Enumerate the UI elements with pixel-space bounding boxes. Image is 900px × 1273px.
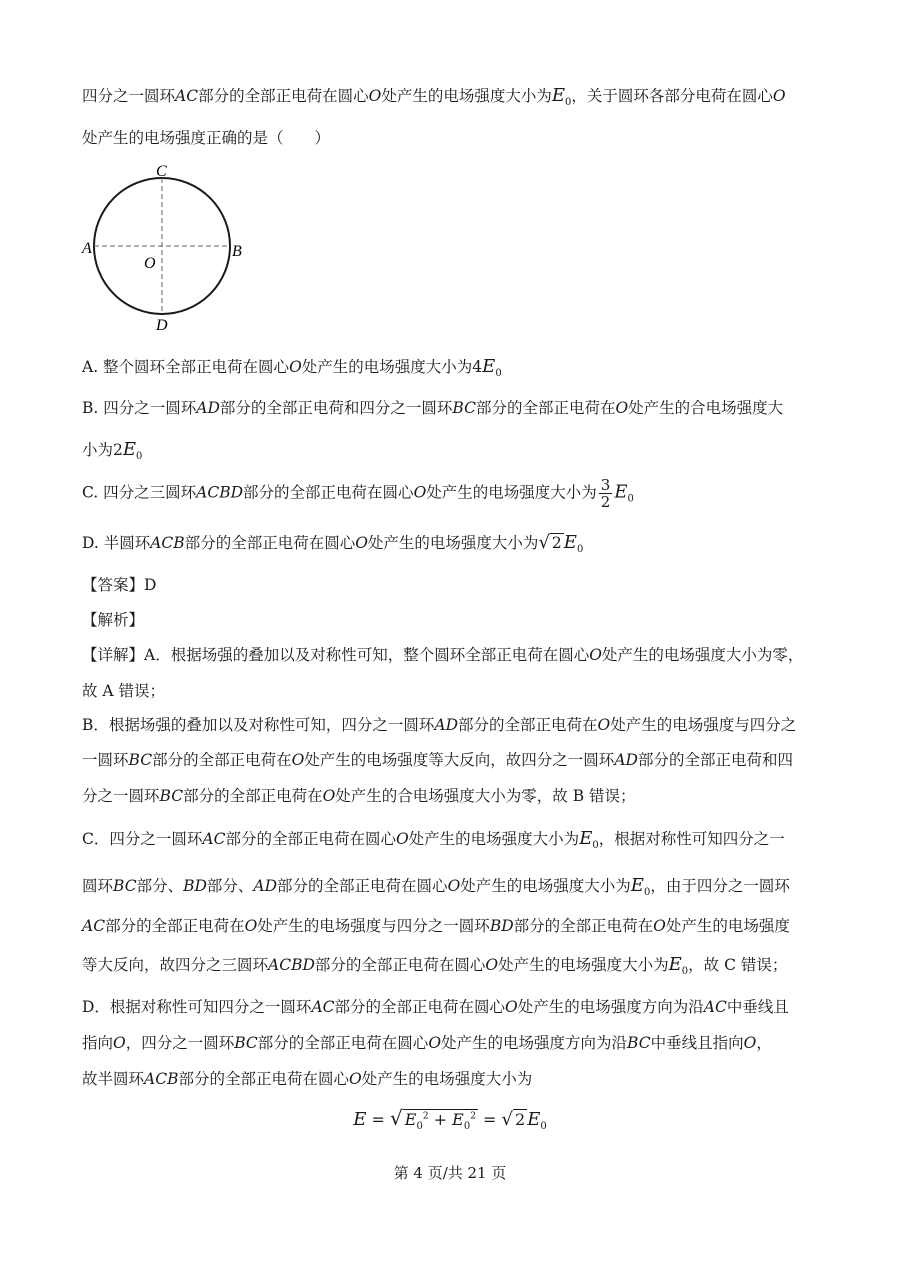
option-D[interactable]: D. 半圆环ACB部分的全部正电荷在圆心O处产生的电场强度大小为√ 2 $E_0$ bbox=[82, 532, 584, 555]
detail-line4: 一圆环BC部分的全部正电荷在O处产生的电场强度等大反向，故四分之一圆环AD部分的全部正电荷和四 bbox=[82, 751, 793, 769]
detail-line1: 【详解】A．根据场强的叠加以及对称性可知，整个圆环全部正电荷在圆心O处产生的电场强度大小为零， bbox=[82, 646, 804, 664]
detail-line2: 故 A 错误； bbox=[82, 682, 166, 700]
detail-line9: 等大反向，故四分之三圆环ACBD部分的全部正电荷在圆心O处产生的电场强度大小为$E_0$，故 C 错误； bbox=[82, 954, 788, 977]
analysis-label: 【解析】 bbox=[82, 611, 145, 629]
fraction-three-halves: $\frac{3}{2}$ bbox=[600, 476, 611, 511]
detail-line7: 圆环BC部分、BD部分、AD部分的全部正电荷在圆心O处产生的电场强度大小为$E_0$，由于四分之一圆环 bbox=[82, 875, 790, 898]
label-A: A bbox=[82, 240, 92, 257]
detail-line12: 故半圆环ACB部分的全部正电荷在圆心O处产生的电场强度大小为 bbox=[82, 1070, 533, 1088]
option-C[interactable]: C. 四分之三圆环ACBD部分的全部正电荷在圆心O处产生的电场强度大小为 $\frac{3}{2}$ $E_0$ bbox=[82, 476, 634, 511]
circle-diagram bbox=[80, 158, 250, 333]
answer: 【答案】D bbox=[82, 576, 157, 594]
label-D: D bbox=[156, 317, 168, 333]
label-B: B bbox=[232, 243, 242, 260]
page-footer: 第 4 页/共 21 页 bbox=[393, 1164, 507, 1182]
detail-line10: D．根据对称性可知四分之一圆环AC部分的全部正电荷在圆心O处产生的电场强度方向为沿AC中垂线且 bbox=[82, 998, 789, 1016]
detail-line8: AC部分的全部正电荷在O处产生的电场强度与四分之一圆环BD部分的全部正电荷在O处产生的电场强度 bbox=[82, 917, 790, 935]
detail-line11: 指向O，四分之一圆环BC部分的全部正电荷在圆心O处产生的电场强度方向为沿BC中垂线且指向O， bbox=[82, 1034, 772, 1052]
option-B[interactable]: B. 四分之一圆环AD部分的全部正电荷和四分之一圆环BC部分的全部正电荷在O处产生的合电场强度大 bbox=[82, 399, 784, 417]
option-A[interactable]: A. 整个圆环全部正电荷在圆心O处产生的电场强度大小为$4E_0$ bbox=[82, 356, 502, 379]
detail-line5: 分之一圆环BC部分的全部正电荷在O处产生的合电场强度大小为零，故 B 错误； bbox=[82, 787, 636, 805]
label-O: O bbox=[144, 255, 156, 272]
detail-line6: C．四分之一圆环AC部分的全部正电荷在圆心O处产生的电场强度大小为$E_0$，根据对称性可知四分之一 bbox=[82, 828, 785, 851]
detail-line3: B．根据场强的叠加以及对称性可知，四分之一圆环AD部分的全部正电荷在O处产生的电场强度与四分之 bbox=[82, 716, 797, 734]
label-C: C bbox=[156, 163, 167, 180]
result-equation: E = √ $E_0^2 + E_0^2$ = √ 2 $E_0$ bbox=[353, 1106, 547, 1132]
question-intro-line1: 四分之一圆环AC部分的全部正电荷在圆心O处产生的电场强度大小为$E_0$，关于圆环各部分电荷在圆心O bbox=[82, 85, 786, 108]
question-intro-line2: 处产生的电场强度正确的是（ ） bbox=[82, 129, 331, 147]
option-B-line2: 小为$2E_0$ bbox=[82, 439, 143, 462]
